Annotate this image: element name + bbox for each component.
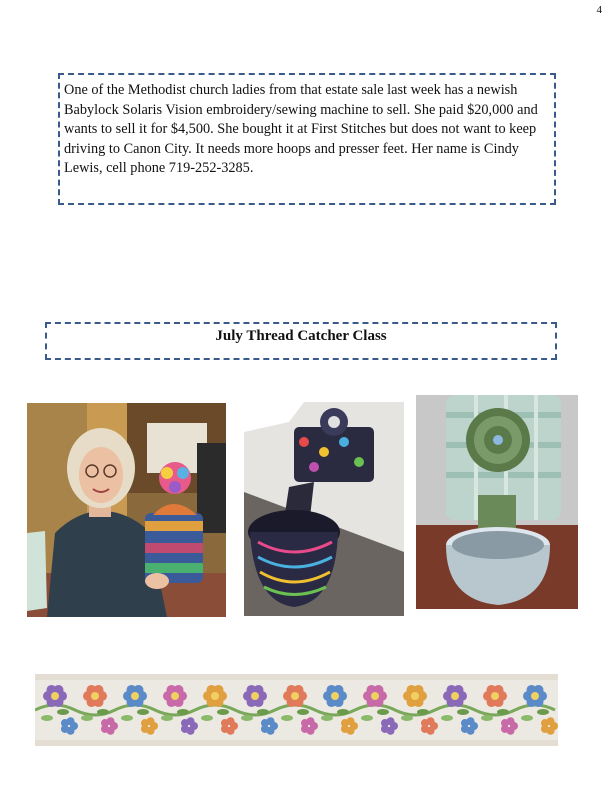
page-number: 4 — [596, 4, 602, 16]
class-title: July Thread Catcher Class — [215, 328, 387, 344]
floral-embroidered-border — [35, 674, 558, 746]
notice-text: One of the Methodist church ladies from that estate sale last week has a newish Babylock Solaris Vision embroidery/sewing machine to sell. She paid $20,000 and wants to sell it for $4,500. She bought it at First Stitches but does not want to keep driving to Canon City. It needs more hoops and presser feet. Her name is Cindy Lewis, cell phone 719-252-3285. — [64, 82, 538, 176]
class-title-box — [45, 322, 557, 360]
notice-box — [58, 73, 556, 205]
woman-holding-thread-catcher-photo — [27, 403, 226, 617]
thread-catchers-on-table-photo — [244, 402, 404, 616]
blue-thread-catcher-closeup-photo — [416, 395, 578, 609]
